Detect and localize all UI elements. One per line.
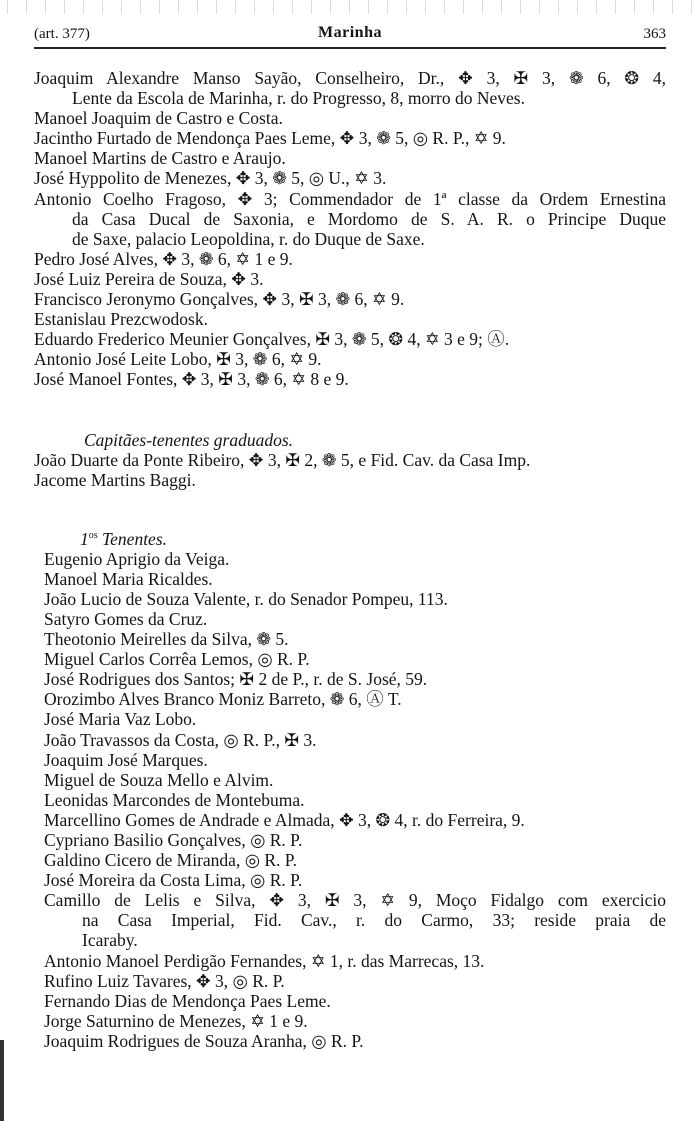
list-entry bbox=[34, 108, 666, 128]
entry-line: Estanislau Prezcwodosk. bbox=[34, 309, 208, 330]
list-entry bbox=[34, 168, 666, 188]
entry-line: João Duarte da Ponte Ribeiro, ✥ 3, ✠ 2, ❁ 5, e Fid. Cav. da Casa Imp. bbox=[34, 449, 531, 470]
entry-line: Joaquim Rodrigues de Souza Aranha, ◎ R. P. bbox=[44, 1030, 364, 1051]
list-entry bbox=[34, 269, 666, 289]
list-entry bbox=[34, 68, 666, 108]
entry-line: João Lucio de Souza Valente, r. do Senador Pompeu, 113. bbox=[44, 588, 448, 609]
list-entry bbox=[44, 569, 666, 589]
article-reference: (art. 377) bbox=[34, 26, 90, 42]
list-entry bbox=[34, 289, 666, 309]
list-entry bbox=[34, 189, 666, 249]
list-entry bbox=[44, 629, 666, 649]
entry-line: Francisco Jeronymo Gonçalves, ✥ 3, ✠ 3, ❁ 6, ✡ 9. bbox=[34, 289, 405, 310]
entry-line: Jacome Martins Baggi. bbox=[34, 469, 196, 490]
list-entry bbox=[44, 770, 666, 790]
list-entry bbox=[34, 470, 666, 490]
entry-line: Joaquim José Marques. bbox=[44, 749, 208, 770]
list-entry bbox=[44, 709, 666, 729]
page-number: 363 bbox=[643, 26, 666, 42]
entry-line: José Maria Vaz Lobo. bbox=[44, 709, 197, 730]
scan-noise bbox=[0, 0, 693, 14]
page-title: Marinha bbox=[318, 24, 382, 41]
entry-line: Galdino Cicero de Miranda, ◎ R. P. bbox=[44, 850, 297, 871]
entry-continuation-line: de Saxe, palacio Leopoldina, r. do Duque de Saxe. bbox=[72, 228, 425, 249]
entry-line: José Hyppolito de Menezes, ✥ 3, ❁ 5, ◎ U., ✡ 3. bbox=[34, 168, 387, 189]
list-entry bbox=[34, 369, 666, 389]
list-entry bbox=[44, 870, 666, 890]
entry-line: Theotonio Meirelles da Silva, ❁ 5. bbox=[44, 629, 289, 650]
entry-line: Antonio José Leite Lobo, ✠ 3, ❁ 6, ✡ 9. bbox=[34, 349, 322, 370]
entry-continuation-line: da Casa Ducal de Saxonia, e Mordomo de S. A. R. o Principe Duque bbox=[72, 208, 666, 229]
section-capitaes-tenentes bbox=[34, 68, 666, 390]
entry-line: José Moreira da Costa Lima, ◎ R. P. bbox=[44, 870, 303, 891]
list-entry bbox=[44, 951, 666, 971]
list-entry bbox=[44, 730, 666, 750]
list-entry bbox=[44, 991, 666, 1011]
list-entry bbox=[44, 810, 666, 830]
entry-line: José Rodrigues dos Santos; ✠ 2 de P., r. de S. José, 59. bbox=[44, 669, 428, 690]
entry-line: Manoel Maria Ricaldes. bbox=[44, 568, 213, 589]
list-entry bbox=[44, 830, 666, 850]
section-primeiros-tenentes bbox=[34, 549, 666, 1051]
entry-continuation-line: Lente da Escola de Marinha, r. do Progresso, 8, morro do Neves. bbox=[72, 88, 525, 109]
entry-line: Satyro Gomes da Cruz. bbox=[44, 608, 208, 629]
entry-line: Leonidas Marcondes de Montebuma. bbox=[44, 789, 305, 810]
list-entry bbox=[44, 1011, 666, 1031]
entry-line: Manoel Martins de Castro e Araujo. bbox=[34, 148, 286, 169]
list-entry bbox=[44, 1031, 666, 1051]
list-entry bbox=[44, 549, 666, 569]
section-title-text: Tenentes. bbox=[102, 528, 168, 549]
entry-line: Antonio Manoel Perdigão Fernandes, ✡ 1, r. das Marrecas, 13. bbox=[44, 950, 485, 971]
list-entry bbox=[44, 589, 666, 609]
entry-line: Miguel Carlos Corrêa Lemos, ◎ R. P. bbox=[44, 649, 310, 670]
entry-line: Orozimbo Alves Branco Moniz Barreto, ❁ 6, Ⓐ T. bbox=[44, 689, 402, 710]
list-entry bbox=[44, 689, 666, 709]
entry-continuation-line: Icaraby. bbox=[82, 930, 138, 951]
entry-line: Marcellino Gomes de Andrade e Almada, ✥ 3, ❂ 4, r. do Ferreira, 9. bbox=[44, 809, 525, 830]
entry-line: Manoel Joaquim de Castro e Costa. bbox=[34, 108, 283, 129]
section-ordinal: os bbox=[88, 529, 98, 541]
entry-line: Cypriano Basilio Gonçalves, ◎ R. P. bbox=[44, 830, 303, 851]
list-entry bbox=[44, 750, 666, 770]
entry-line: Camillo de Lelis e Silva, ✥ 3, ✠ 3, ✡ 9, Moço Fidalgo com exercicio bbox=[44, 890, 666, 911]
list-entry bbox=[34, 329, 666, 349]
entry-line: Eugenio Aprigio da Veiga. bbox=[44, 548, 230, 569]
list-entry bbox=[34, 450, 666, 470]
entry-line: Joaquim Alexandre Manso Sayão, Conselheiro, Dr., ✥ 3, ✠ 3, ❁ 6, ❂ 4, bbox=[34, 68, 666, 88]
section-title-primeiros-tenentes bbox=[34, 526, 666, 549]
list-entry bbox=[34, 128, 666, 148]
entry-line: Fernando Dias de Mendonça Paes Leme. bbox=[44, 990, 331, 1011]
running-header bbox=[34, 24, 666, 46]
entry-line: Eduardo Frederico Meunier Gonçalves, ✠ 3, ❁ 5, ❂ 4, ✡ 3 e 9; Ⓐ. bbox=[34, 329, 510, 350]
entry-line: Rufino Luiz Tavares, ✥ 3, ◎ R. P. bbox=[44, 970, 285, 991]
list-entry bbox=[44, 669, 666, 689]
page-body bbox=[34, 68, 666, 1051]
scan-edge bbox=[0, 1040, 4, 1121]
list-entry bbox=[34, 148, 666, 168]
entry-line: João Travassos da Costa, ◎ R. P., ✠ 3. bbox=[44, 729, 317, 750]
list-entry bbox=[34, 309, 666, 329]
entry-line: Antonio Coelho Fragoso, ✥ 3; Commendador de 1ª classe da Ordem Ernestina bbox=[34, 188, 666, 209]
list-entry bbox=[44, 649, 666, 669]
entry-line: José Manoel Fontes, ✥ 3, ✠ 3, ❁ 6, ✡ 8 e 9. bbox=[34, 369, 349, 390]
section-title-capitaes-graduados: Capitães-tenentes graduados. bbox=[84, 429, 294, 450]
entry-line: Jorge Saturnino de Menezes, ✡ 1 e 9. bbox=[44, 1010, 308, 1031]
entry-line: Pedro José Alves, ✥ 3, ❁ 6, ✡ 1 e 9. bbox=[34, 248, 293, 269]
entry-line: José Luiz Pereira de Souza, ✥ 3. bbox=[34, 268, 264, 289]
list-entry bbox=[34, 349, 666, 369]
list-entry bbox=[44, 790, 666, 810]
list-entry bbox=[44, 890, 666, 950]
list-entry bbox=[34, 249, 666, 269]
entry-continuation-line: na Casa Imperial, Fid. Cav., r. do Carmo, 33; reside praia de bbox=[82, 910, 666, 931]
list-entry bbox=[44, 609, 666, 629]
section-number: 1 bbox=[80, 528, 89, 549]
section-capitaes-graduados bbox=[34, 450, 666, 490]
entry-line: Miguel de Souza Mello e Alvim. bbox=[44, 769, 274, 790]
list-entry bbox=[44, 850, 666, 870]
entry-line: Jacintho Furtado de Mendonça Paes Leme, ✥ 3, ❁ 5, ◎ R. P., ✡ 9. bbox=[34, 128, 506, 149]
header-rule bbox=[34, 47, 666, 49]
list-entry bbox=[44, 971, 666, 991]
